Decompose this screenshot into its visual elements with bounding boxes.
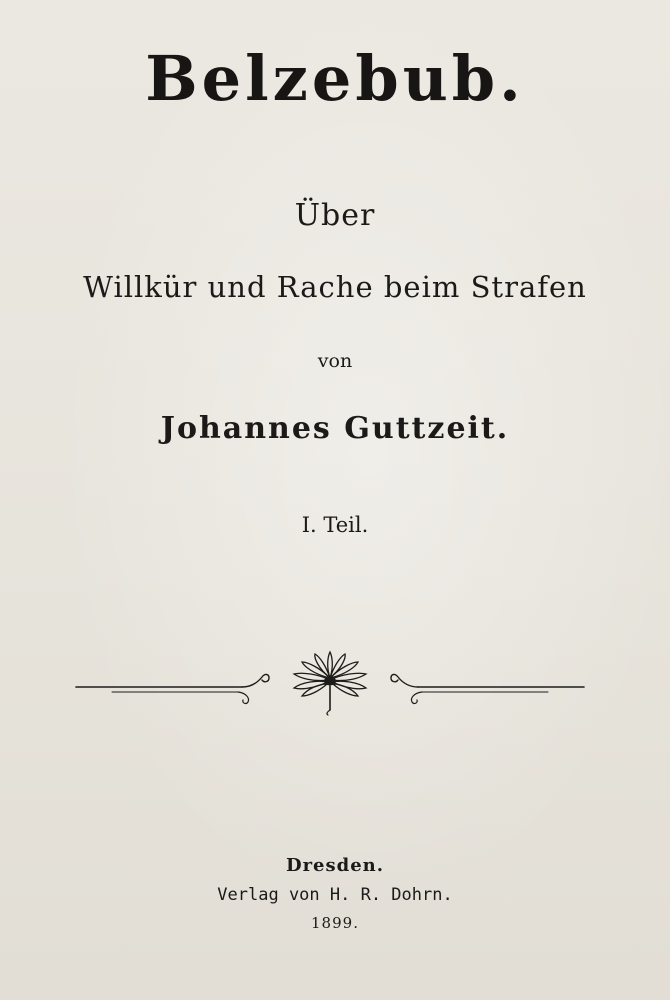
flower-vignette-icon [70,648,590,718]
subtitle-prefix: Über [294,198,376,233]
volume-part: I. Teil. [301,513,369,537]
imprint-year: 1899. [311,914,359,932]
author-name: Johannes Guttzeit. [160,411,510,446]
by-line: von [317,350,353,372]
subtitle: Willkür und Rache beim Strafen [83,270,587,304]
imprint-city: Dresden. [285,855,385,876]
book-title: Belzebub. [145,42,525,115]
imprint-publisher: Verlag von H. R. Dohrn. [217,885,453,905]
